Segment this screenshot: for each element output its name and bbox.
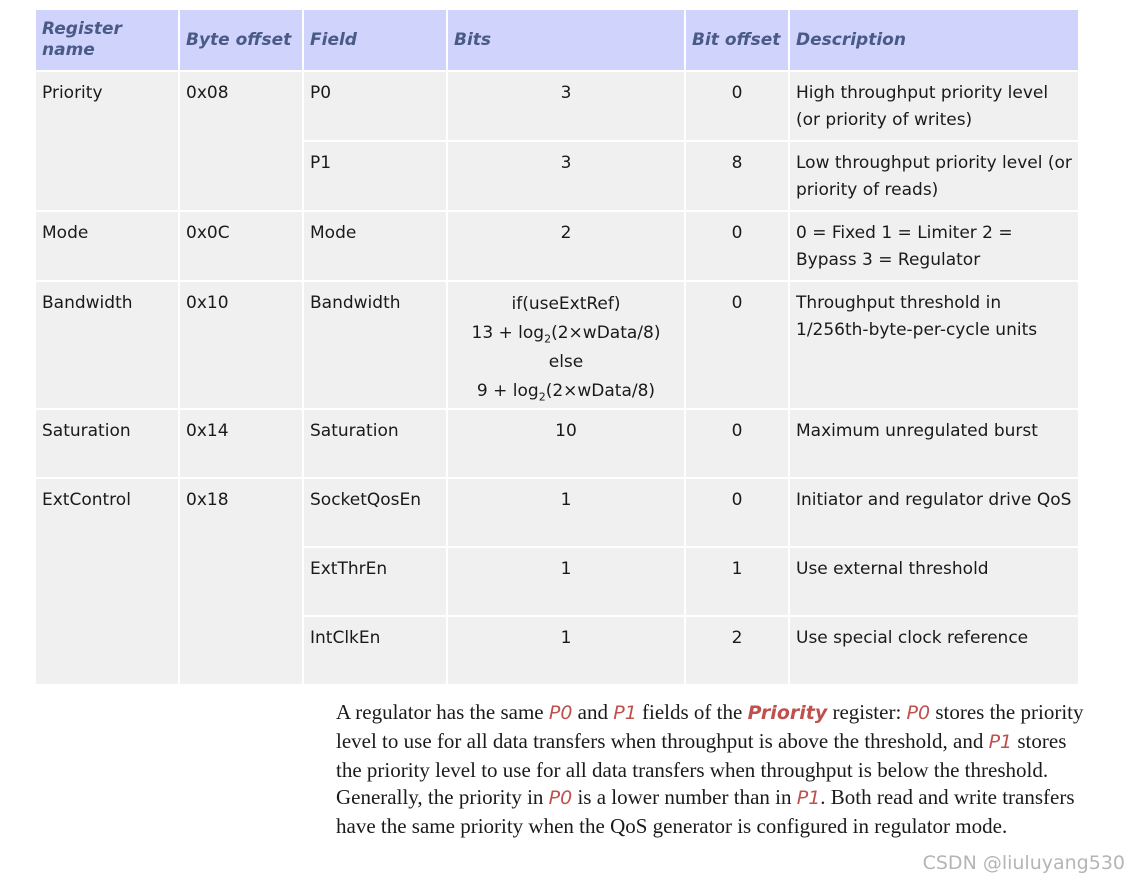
header-bit-offset: Bit offset: [685, 10, 789, 71]
formula-line: $9 + \log_2(2\times wData/8)$: [476, 381, 656, 404]
bit-offset-cell: 0: [685, 71, 789, 141]
field-cell: IntClkEn: [303, 616, 447, 685]
explanation-paragraph: A regulator has the same P0 and P1 fields of the Priority register: P0 stores the priority level to use for all data transfers when throughput is above the threshold, and P1 stores the priority level to use for all data transfers when throughput is below the threshold. Generally, the priority in P0 is a lower number than in P1. Both read and write transfers have the same priority when the QoS generator is configured in regulator mode.: [336, 700, 1084, 839]
bits-cell: 3: [447, 141, 685, 211]
register-name-cell: Priority: [36, 71, 179, 211]
watermark: CSDN @liuluyang530: [922, 852, 1125, 874]
bits-cell: 3: [447, 71, 685, 141]
register-name-cell: Mode: [36, 211, 179, 281]
field-ref-p1: P1: [796, 787, 821, 810]
register-name-cell: ExtControl: [36, 478, 179, 685]
register-name-cell: Bandwidth: [36, 281, 179, 409]
table-row: [36, 409, 1078, 478]
bit-offset-cell: 0: [685, 478, 789, 547]
bits-cell: 1: [447, 616, 685, 685]
byte-offset-cell: 0x0C: [179, 211, 303, 281]
description-cell: Use special clock reference: [789, 616, 1078, 685]
register-ref-priority: Priority: [747, 702, 828, 724]
register-table: [36, 10, 1078, 686]
field-cell: Saturation: [303, 409, 447, 478]
field-cell: SocketQosEn: [303, 478, 447, 547]
field-ref-p0: P0: [548, 787, 573, 810]
header-byte-offset: Byte offset: [179, 10, 303, 71]
bits-cell: 2: [447, 211, 685, 281]
byte-offset-cell: 0x08: [179, 71, 303, 211]
byte-offset-cell: 0x18: [179, 478, 303, 685]
header-bits: Bits: [447, 10, 685, 71]
description-cell: Initiator and regulator drive QoS: [789, 478, 1078, 547]
description-cell: Low throughput priority level (or priority of reads): [789, 141, 1078, 211]
bit-offset-cell: 0: [685, 409, 789, 478]
table-row: [36, 211, 1078, 281]
field-cell: P0: [303, 71, 447, 141]
field-cell: ExtThrEn: [303, 547, 447, 616]
header-register-name: Register name: [36, 10, 179, 71]
formula-line: $13 + \log_2(2\times wData/8)$: [471, 323, 661, 346]
field-cell: Mode: [303, 211, 447, 281]
field-ref-p1: P1: [988, 730, 1013, 753]
header-description: Description: [789, 10, 1078, 71]
description-cell: Throughput threshold in 1/256th-byte-per-cycle units: [789, 281, 1078, 409]
register-name-cell: Saturation: [36, 409, 179, 478]
table-row: [36, 281, 1078, 409]
bit-offset-cell: 0: [685, 281, 789, 409]
bit-offset-cell: 0: [685, 211, 789, 281]
description-cell: 0 = Fixed 1 = Limiter 2 = Bypass 3 = Regulator: [789, 211, 1078, 281]
bits-cell: 10: [447, 409, 685, 478]
description-cell: Maximum unregulated burst: [789, 409, 1078, 478]
byte-offset-cell: 0x14: [179, 409, 303, 478]
field-cell: Bandwidth: [303, 281, 447, 409]
bit-offset-cell: 8: [685, 141, 789, 211]
bits-cell: 1: [447, 547, 685, 616]
table-header-row: [36, 10, 1078, 71]
description-cell: High throughput priority level (or priority of writes): [789, 71, 1078, 141]
byte-offset-cell: 0x10: [179, 281, 303, 409]
field-cell: P1: [303, 141, 447, 211]
formula-line: else: [548, 352, 584, 372]
formula-line: if(useExtRef): [511, 294, 621, 314]
bit-offset-cell: 2: [685, 616, 789, 685]
header-field: Field: [303, 10, 447, 71]
bits-cell: 1: [447, 478, 685, 547]
field-ref-p0: P0: [548, 702, 573, 724]
field-ref-p0: P0: [906, 702, 931, 724]
table-row: [36, 478, 1078, 547]
description-cell: Use external threshold: [789, 547, 1078, 616]
field-ref-p1: P1: [613, 702, 637, 724]
bit-offset-cell: 1: [685, 547, 789, 616]
bits-formula-cell: [447, 281, 685, 409]
table-row: [36, 71, 1078, 141]
